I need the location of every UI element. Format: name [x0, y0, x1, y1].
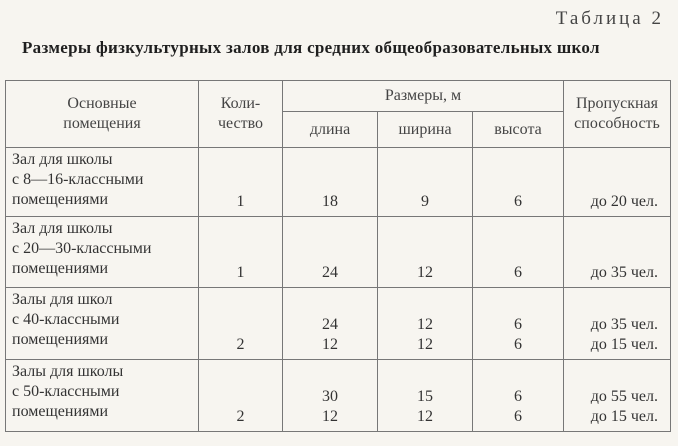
count-cell: 2 — [199, 360, 283, 432]
height-cell-line: 6 — [514, 408, 522, 425]
height-cell-line: 6 — [514, 316, 522, 333]
premises-cell — [6, 288, 199, 360]
width-cell-line: 12 — [417, 336, 433, 353]
premises-cell — [6, 217, 199, 288]
height-cell — [473, 148, 564, 217]
height-cell-line: 6 — [514, 193, 522, 210]
length-cell — [283, 217, 378, 288]
table-row — [6, 288, 671, 360]
capacity-cell-line: до 15 чел. — [590, 408, 658, 425]
premises-cell-line: Зал для школы — [12, 220, 113, 237]
capacity-cell — [564, 148, 671, 217]
height-cell-line: 6 — [514, 336, 522, 353]
capacity-cell-line: до 35 чел. — [590, 264, 658, 281]
table-number-label: Таблица 2 — [555, 8, 664, 29]
length-cell-line: 24 — [322, 264, 338, 281]
header-dimensions: Размеры, м — [283, 81, 564, 112]
width-cell — [378, 217, 473, 288]
length-cell-line: 30 — [322, 388, 338, 405]
width-cell — [378, 148, 473, 217]
header-width: ширина — [378, 112, 473, 148]
premises-cell-line: помещениями — [12, 260, 109, 277]
capacity-cell — [564, 288, 671, 360]
width-cell-line: 12 — [417, 408, 433, 425]
header-count: Коли-чество — [199, 81, 283, 148]
length-cell-line: 12 — [322, 408, 338, 425]
height-cell-line: 6 — [514, 264, 522, 281]
header-premises: Основные помещения — [6, 81, 199, 148]
capacity-cell-line: до 20 чел. — [590, 193, 658, 210]
width-cell-line: 12 — [417, 264, 433, 281]
width-cell — [378, 360, 473, 432]
height-cell-line: 6 — [514, 388, 522, 405]
premises-cell-line: помещениями — [12, 191, 109, 208]
premises-cell-line: Зал для школы — [12, 151, 113, 168]
width-cell-line: 12 — [417, 316, 433, 333]
height-cell — [473, 288, 564, 360]
premises-cell-line: с 40-классными — [12, 311, 120, 328]
premises-cell-line: помещениями — [12, 403, 109, 420]
height-cell — [473, 360, 564, 432]
length-cell — [283, 288, 378, 360]
table-title: Размеры физкультурных залов для средних общеобразовательных школ — [22, 38, 600, 57]
premises-cell-line: помещениями — [12, 331, 109, 348]
length-cell — [283, 148, 378, 217]
width-cell-line: 15 — [417, 388, 433, 405]
gym-dimensions-table — [5, 80, 671, 432]
capacity-cell-line: до 55 чел. — [590, 388, 658, 405]
length-cell — [283, 360, 378, 432]
header-length: длина — [283, 112, 378, 148]
header-capacity: Пропускная способность — [564, 81, 671, 148]
width-cell — [378, 288, 473, 360]
width-cell-line: 9 — [421, 193, 429, 210]
premises-cell-line: с 50-классными — [12, 383, 120, 400]
table-row — [6, 217, 671, 288]
premises-cell — [6, 148, 199, 217]
premises-cell-line: с 20—30-классными — [12, 240, 152, 257]
length-cell-line: 12 — [322, 336, 338, 353]
count-cell: 1 — [199, 217, 283, 288]
capacity-cell — [564, 217, 671, 288]
height-cell — [473, 217, 564, 288]
premises-cell-line: с 8—16-классными — [12, 171, 144, 188]
premises-cell-line: Залы для школ — [12, 291, 113, 308]
capacity-cell-line: до 35 чел. — [590, 316, 658, 333]
header-height: высота — [473, 112, 564, 148]
count-cell: 1 — [199, 148, 283, 217]
capacity-cell-line: до 15 чел. — [590, 336, 658, 353]
premises-cell-line: Залы для школы — [12, 363, 124, 380]
length-cell-line: 24 — [322, 316, 338, 333]
table-row — [6, 148, 671, 217]
count-cell: 2 — [199, 288, 283, 360]
length-cell-line: 18 — [322, 193, 338, 210]
premises-cell — [6, 360, 199, 432]
table-row — [6, 360, 671, 432]
capacity-cell — [564, 360, 671, 432]
